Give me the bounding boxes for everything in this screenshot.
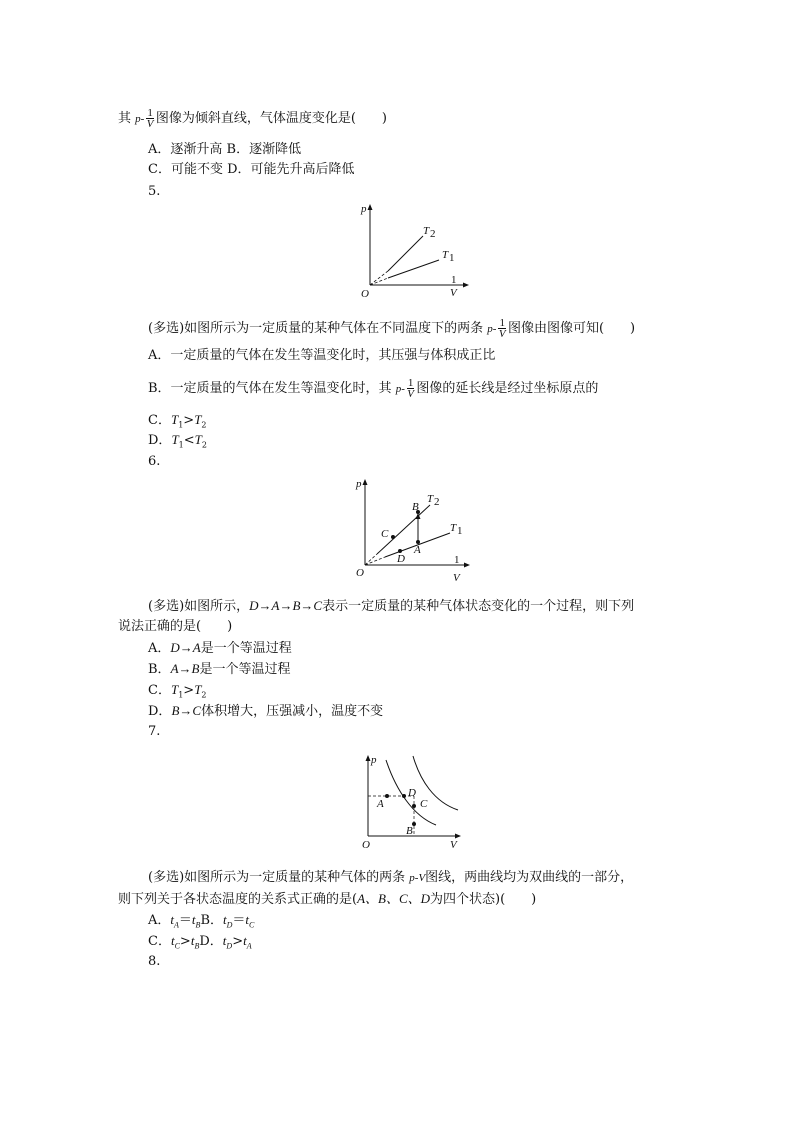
q7-stem-2 bbox=[118, 891, 536, 908]
q6-number: 6. bbox=[148, 454, 161, 469]
q6-option-b bbox=[148, 661, 290, 678]
q4-option-cd: C．可能不变 D．可能先升高后降低 bbox=[148, 162, 355, 177]
q6-p-label: p bbox=[356, 478, 362, 490]
q6-opt-c-t2: T bbox=[194, 682, 202, 697]
q6-t1-sub: 1 bbox=[457, 525, 463, 537]
q5-opt-c-s2: 2 bbox=[201, 420, 207, 430]
q7-opt-c-label: C． bbox=[148, 934, 171, 949]
q5-frac-num: 1 bbox=[499, 317, 505, 329]
q7-stem2-pre: 则下列关于各状态温度的关系式正确的是( bbox=[118, 892, 358, 907]
q5-fraction bbox=[498, 318, 506, 339]
q7-graph bbox=[358, 752, 468, 852]
q7-opt-a-s1: A bbox=[174, 920, 179, 930]
q6-option-d bbox=[148, 703, 383, 720]
q5-frac-den: V bbox=[498, 328, 506, 340]
q7-opt-c-t1: t bbox=[170, 933, 175, 948]
q7-option-ab bbox=[148, 912, 254, 934]
q5-opt-b-fraction bbox=[407, 378, 415, 399]
q4-frac-den: V bbox=[146, 118, 154, 130]
q7-opt-a-t1: t bbox=[170, 912, 175, 927]
q5-option-a: A．一定质量的气体在发生等温变化时，其压强与体积成正比 bbox=[148, 348, 496, 363]
q6-t2-sub: 2 bbox=[434, 496, 440, 508]
q5-opt-c-op: > bbox=[183, 413, 195, 428]
q5-opt-b-pre: B．一定质量的气体在发生等温变化时，其 bbox=[148, 381, 396, 396]
q7-opt-d-s1: D bbox=[226, 941, 233, 951]
q5-stem bbox=[148, 318, 635, 339]
q5-origin-label: O bbox=[361, 288, 369, 300]
q5-opt-d-pre: D． bbox=[148, 433, 172, 448]
q5-option-c bbox=[148, 412, 207, 434]
q7-point-b: B bbox=[406, 825, 413, 837]
q5-number: 5. bbox=[148, 184, 161, 199]
q7-stem-pre: (多选)如图所示为一定质量的某种气体的两条 bbox=[148, 870, 410, 885]
q6-point-b: B bbox=[412, 501, 419, 513]
q7-opt-b-op: ＝ bbox=[232, 913, 246, 928]
q6-x-num: 1 bbox=[454, 554, 460, 566]
q7-opt-c-op: > bbox=[179, 934, 191, 949]
q7-stem2-post: 为四个状态)( ) bbox=[430, 892, 537, 907]
q5-p-label: p bbox=[361, 203, 367, 215]
q6-opt-a-pre: A． bbox=[148, 641, 171, 656]
q6-opt-d-post: 体积增大，压强减小，温度不变 bbox=[201, 704, 384, 719]
q6-opt-b-pre: B． bbox=[148, 662, 171, 677]
q5-opt-c-t2: T bbox=[194, 412, 202, 427]
q7-opt-d-t1: t bbox=[222, 933, 227, 948]
q7-opt-c-t2: t bbox=[190, 933, 195, 948]
q7-v-label: V bbox=[450, 839, 457, 851]
q4-option-ab: A．逐渐升高 B．逐渐降低 bbox=[148, 142, 302, 157]
q7-opt-b-t1: t bbox=[223, 912, 227, 927]
q4-fraction bbox=[146, 108, 154, 129]
q5-graph bbox=[355, 200, 475, 300]
q6-t2-label: T bbox=[427, 493, 434, 505]
q6-stem-pre: (多选)如图所示， bbox=[148, 599, 250, 614]
q6-point-a: A bbox=[414, 544, 421, 556]
q7-opt-d-s2: A bbox=[246, 941, 252, 951]
q5-stem-post: 图像由图像可知( ) bbox=[507, 321, 636, 336]
q7-opt-d-t2: t bbox=[243, 933, 247, 948]
q7-opt-d-label: D． bbox=[199, 934, 223, 949]
q4-axis-label: p- bbox=[135, 113, 145, 125]
q8-number: 8. bbox=[148, 954, 161, 969]
q5-opt-b-num: 1 bbox=[407, 377, 414, 389]
q5-t2-sub: 2 bbox=[430, 228, 436, 240]
q5-t2-label: T bbox=[423, 225, 430, 237]
q6-x-den: V bbox=[453, 572, 460, 584]
q6-option-a bbox=[148, 640, 292, 657]
q5-stem-pre: (多选)如图所示为一定质量的某种气体在不同温度下的两条 bbox=[148, 321, 488, 336]
q7-stem2-states: A、B、C、D bbox=[357, 891, 431, 906]
q7-axis-label: p-V bbox=[409, 872, 426, 884]
q5-axis-label: p- bbox=[487, 323, 497, 335]
q4-stem-pre: 其 bbox=[118, 111, 136, 126]
q6-opt-d-path: B→C bbox=[171, 703, 202, 718]
q6-opt-c-s1: 1 bbox=[178, 690, 184, 700]
q6-point-d: D bbox=[397, 553, 405, 565]
q7-opt-b-s2: C bbox=[249, 920, 255, 930]
q6-opt-c-op: > bbox=[183, 683, 195, 698]
q5-x-num: 1 bbox=[451, 274, 457, 286]
q5-opt-d-t2: T bbox=[194, 432, 202, 447]
q5-opt-b-axis: p- bbox=[395, 383, 405, 395]
q5-opt-d-t1: T bbox=[171, 432, 179, 447]
q6-point-c: C bbox=[381, 528, 389, 540]
q4-frac-num: 1 bbox=[147, 107, 153, 119]
q6-graph bbox=[350, 473, 475, 588]
q7-p-label: p bbox=[371, 754, 377, 766]
q6-opt-a-path: D→A bbox=[170, 640, 201, 655]
q6-stem-2: 说法正确的是( ) bbox=[118, 619, 233, 634]
q6-opt-c-t1: T bbox=[170, 682, 179, 697]
q5-opt-b-post: 图像的延长线是经过坐标原点的 bbox=[416, 381, 599, 396]
q7-origin-label: O bbox=[362, 839, 370, 851]
q7-opt-c-s1: C bbox=[174, 941, 180, 951]
q5-opt-d-op: < bbox=[183, 433, 195, 448]
q5-opt-b-den: V bbox=[407, 388, 414, 400]
q7-opt-a-t2: t bbox=[191, 912, 196, 927]
q7-opt-a-label: A． bbox=[148, 913, 171, 928]
q7-stem-post: 图线，两曲线均为双曲线的一部分， bbox=[425, 870, 634, 885]
q7-number: 7. bbox=[148, 724, 161, 739]
q6-opt-c-s2: 2 bbox=[201, 690, 207, 700]
q5-opt-c-pre: C． bbox=[148, 413, 171, 428]
q5-x-den: V bbox=[450, 287, 457, 299]
q4-stem-post: 图像为倾斜直线，气体温度变化是( ) bbox=[155, 111, 387, 126]
q5-option-b bbox=[148, 378, 598, 399]
q5-t1-label: T bbox=[442, 249, 449, 261]
q6-stem-post: 表示一定质量的某种气体状态变化的一个过程，则下列 bbox=[322, 599, 635, 614]
q5-opt-c-s1: 1 bbox=[178, 420, 184, 430]
q4-stem bbox=[118, 108, 387, 129]
q7-opt-c-s2: B bbox=[194, 941, 200, 951]
q6-opt-a-post: 是一个等温过程 bbox=[200, 641, 292, 656]
q7-opt-d-op: > bbox=[232, 934, 244, 949]
q6-origin-label: O bbox=[356, 567, 364, 579]
q7-point-a: A bbox=[377, 798, 384, 810]
q6-opt-b-post: 是一个等温过程 bbox=[199, 662, 291, 677]
q7-option-cd bbox=[148, 933, 252, 955]
q5-opt-d-s2: 2 bbox=[201, 440, 207, 450]
q6-t1-label: T bbox=[450, 522, 457, 534]
q7-opt-a-op: ＝ bbox=[178, 913, 192, 928]
q7-opt-b-label: B． bbox=[200, 913, 223, 928]
q7-opt-b-t2: t bbox=[245, 912, 250, 927]
q6-stem-1 bbox=[148, 598, 634, 615]
q5-option-d bbox=[148, 432, 207, 454]
q7-stem-1 bbox=[148, 870, 633, 886]
q5-opt-c-t1: T bbox=[170, 412, 179, 427]
q7-point-d: D bbox=[408, 787, 416, 799]
q6-opt-c-pre: C． bbox=[148, 683, 171, 698]
q5-t1-sub: 1 bbox=[449, 252, 455, 264]
q5-opt-d-s1: 1 bbox=[178, 440, 184, 450]
q7-point-c: C bbox=[420, 798, 428, 810]
q6-opt-b-path: A→B bbox=[170, 661, 200, 676]
q6-stem-path: D→A→B→C bbox=[249, 598, 323, 613]
q7-opt-a-s2: B bbox=[195, 920, 201, 930]
q6-opt-d-pre: D． bbox=[148, 704, 172, 719]
q6-option-c bbox=[148, 682, 207, 704]
q7-opt-b-s1: D bbox=[226, 920, 233, 930]
